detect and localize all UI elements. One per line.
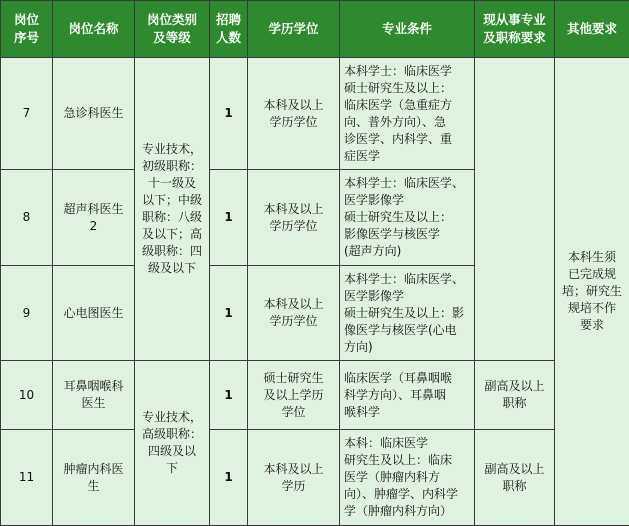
specialty: 本科学士：临床医学、 医学影像学 硕士研究生及以上：影 像医学与核医学(心电 方向)	[340, 266, 475, 361]
education: 硕士研究生 及以上学历 学位	[248, 361, 340, 430]
category-level: 专业技术， 初级职称： 十一级及 以下；中级 职称：八级 及以下；高 级职称：四 级及以下	[135, 58, 210, 361]
specialty: 本科学士：临床医学 硕士研究生及以上： 临床医学（急重症方 向、普外方向）、急 诊医学、内科学、重 症医学	[340, 58, 475, 170]
other-requirements: 本科生须 已完成规 培；研究生 规培不作 要求	[555, 58, 629, 526]
position-no: 10	[1, 361, 53, 430]
specialty: 本科：临床医学 研究生及以上：临床 医学（肿瘤内科方 向）、肿瘤学、内科学 学（肿瘤内科方向）	[340, 430, 475, 526]
recruit-count: 1	[210, 170, 248, 266]
table-row	[1, 430, 629, 526]
education: 本科及以上 学历学位	[248, 170, 340, 266]
header-row	[1, 1, 629, 58]
header-position-no: 岗位 序号	[1, 1, 53, 58]
header-count: 招聘 人数	[210, 1, 248, 58]
recruit-count: 1	[210, 58, 248, 170]
position-name: 肿瘤内科医 生	[53, 430, 135, 526]
header-position-name: 岗位名称	[53, 1, 135, 58]
position-no: 8	[1, 170, 53, 266]
position-name: 耳鼻咽喉科 医生	[53, 361, 135, 430]
title-requirement: 副高及以上 职称	[475, 430, 555, 526]
position-name: 急诊科医生	[53, 58, 135, 170]
header-specialty: 专业条件	[340, 1, 475, 58]
education: 本科及以上 学历学位	[248, 58, 340, 170]
title-requirement	[475, 58, 555, 361]
recruit-count: 1	[210, 361, 248, 430]
category-level: 专业技术， 高级职称： 四级及以 下	[135, 361, 210, 526]
title-requirement: 副高及以上 职称	[475, 361, 555, 430]
education: 本科及以上 学历学位	[248, 266, 340, 361]
header-other-requirements: 其他要求	[555, 1, 629, 58]
recruit-count: 1	[210, 430, 248, 526]
position-name: 超声科医生 2	[53, 170, 135, 266]
specialty: 临床医学（耳鼻咽喉 科学方向）、耳鼻咽 喉科学	[340, 361, 475, 430]
position-no: 7	[1, 58, 53, 170]
specialty: 本科学士：临床医学、 医学影像学 硕士研究生及以上： 影像医学与核医学 (超声方向)	[340, 170, 475, 266]
table-row	[1, 58, 629, 170]
recruit-count: 1	[210, 266, 248, 361]
position-no: 11	[1, 430, 53, 526]
header-education: 学历学位	[248, 1, 340, 58]
header-title-requirement: 现从事专业 及职称要求	[475, 1, 555, 58]
table-row	[1, 361, 629, 430]
education: 本科及以上 学历	[248, 430, 340, 526]
position-no: 9	[1, 266, 53, 361]
header-category-level: 岗位类别 及等级	[135, 1, 210, 58]
position-name: 心电图医生	[53, 266, 135, 361]
